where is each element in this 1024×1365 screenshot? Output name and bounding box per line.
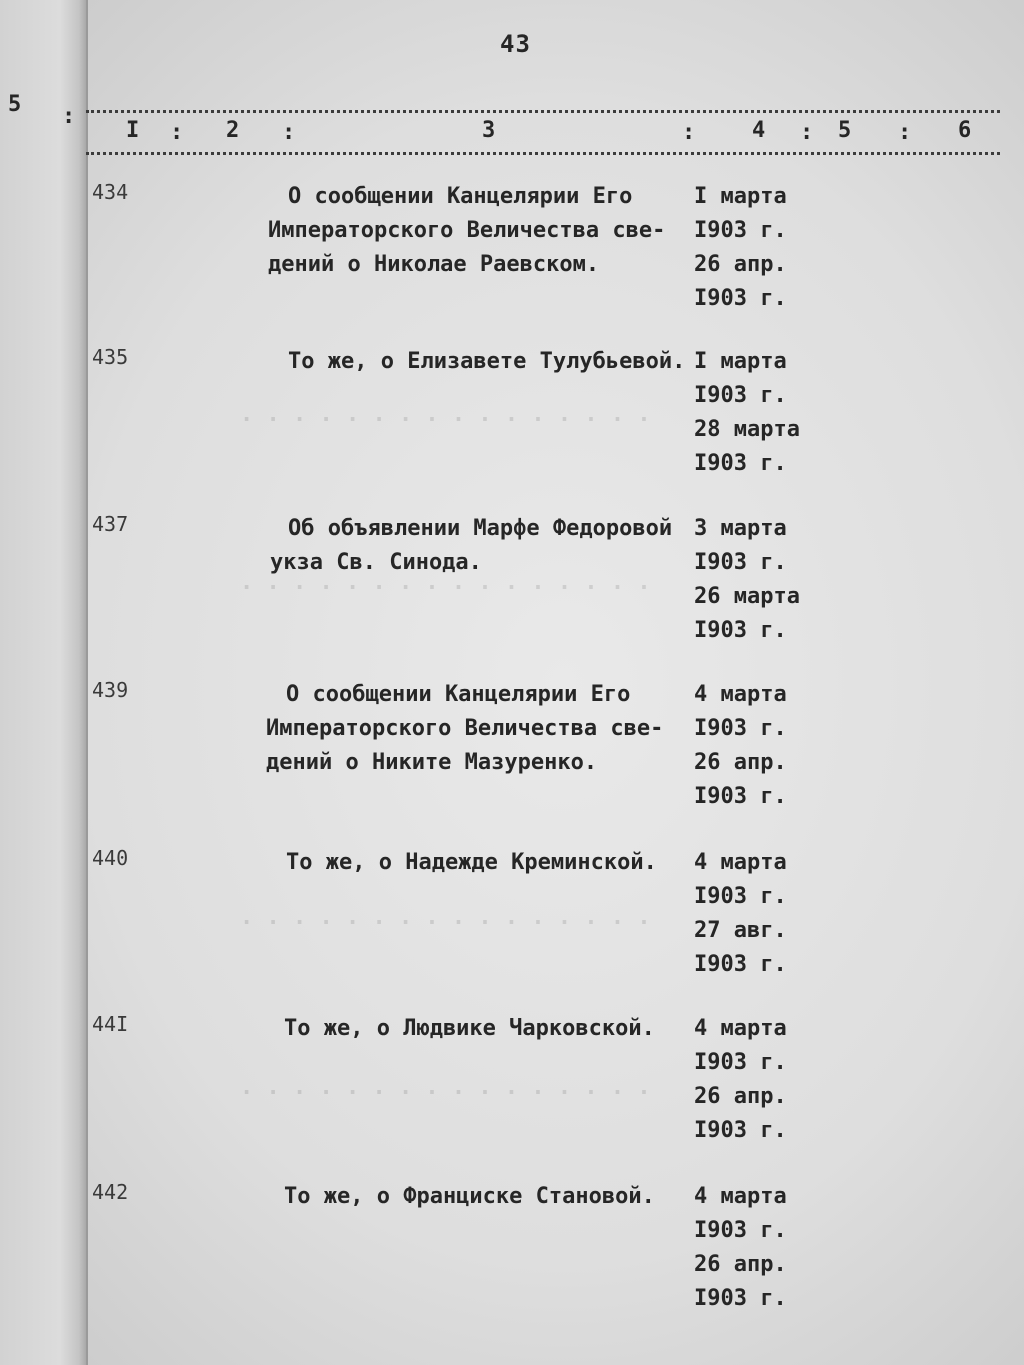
date-line: I903 г. (694, 1286, 787, 1311)
entry-description (270, 512, 690, 580)
description-line: О сообщении Канцелярии Его (288, 184, 633, 209)
entry-description (266, 678, 686, 780)
header-separator: : (682, 120, 696, 145)
header-col-5: 5 (838, 118, 852, 143)
entry-dates (694, 678, 834, 814)
header-col-4: 4 (752, 118, 766, 143)
description-line: О сообщении Канцелярии Его (286, 682, 631, 707)
date-line: 26 апр. (694, 1252, 787, 1277)
entry-description (284, 1012, 704, 1046)
description-line: То же, о Надежде Креминской. (286, 850, 657, 875)
date-line: I903 г. (694, 1118, 787, 1143)
date-line: 26 апр. (694, 1084, 787, 1109)
header-top-rule (86, 110, 1000, 113)
table-row (0, 1180, 1024, 1340)
date-line: I903 г. (694, 1050, 787, 1075)
date-line: I903 г. (694, 218, 787, 243)
date-line: 3 марта (694, 516, 787, 541)
bleed-through-text: . . . . . . . . . . . . . . . . (240, 905, 651, 930)
entry-number: 44I (92, 1012, 129, 1036)
date-line: 4 марта (694, 1016, 787, 1041)
entry-number: 434 (92, 180, 129, 204)
header-bottom-rule (86, 152, 1000, 155)
date-line: 26 апр. (694, 750, 787, 775)
date-line: I903 г. (694, 884, 787, 909)
date-line: 4 марта (694, 1184, 787, 1209)
date-line: I марта (694, 349, 787, 374)
date-line: 28 марта (694, 417, 800, 442)
entry-dates (694, 1180, 834, 1316)
table-row (0, 180, 1024, 340)
date-line: I903 г. (694, 618, 787, 643)
header-col-2: 2 (226, 118, 240, 143)
date-line: 4 марта (694, 850, 787, 875)
description-line: То же, о Елизавете Тулубьевой. (288, 349, 686, 374)
entry-description (286, 846, 706, 880)
description-line: То же, о Франциске Становой. (284, 1184, 655, 1209)
date-line: I марта (694, 184, 787, 209)
entry-dates (694, 1012, 834, 1148)
entry-number: 437 (92, 512, 129, 536)
date-line: 4 марта (694, 682, 787, 707)
margin-column-number: 5 (8, 92, 22, 117)
entry-dates (694, 846, 834, 982)
table-row (0, 345, 1024, 505)
bleed-through-text: . . . . . . . . . . . . . . . . (240, 570, 651, 595)
date-line: 26 марта (694, 584, 800, 609)
margin-column-colon: : (62, 104, 76, 129)
entry-dates (694, 345, 834, 481)
header-separator: : (282, 120, 296, 145)
header-separator: : (800, 120, 814, 145)
table-row (0, 1012, 1024, 1172)
date-line: I903 г. (694, 286, 787, 311)
description-line: дений о Никите Мазуренко. (266, 750, 598, 775)
header-col-3: 3 (482, 118, 496, 143)
table-row (0, 846, 1024, 1006)
date-line: I903 г. (694, 451, 787, 476)
description-line: дений о Николае Раевском. (268, 252, 600, 277)
date-line: I903 г. (694, 784, 787, 809)
entry-number: 442 (92, 1180, 129, 1204)
entry-description (288, 345, 708, 379)
entry-dates (694, 512, 834, 648)
date-line: I903 г. (694, 550, 787, 575)
date-line: 26 апр. (694, 252, 787, 277)
table-row (0, 678, 1024, 838)
header-col-1: I (126, 118, 140, 143)
date-line: I903 г. (694, 716, 787, 741)
entry-description (284, 1180, 704, 1214)
header-separator: : (898, 120, 912, 145)
entry-number: 440 (92, 846, 129, 870)
entry-number: 439 (92, 678, 129, 702)
description-line: Об объявлении Марфе Федоровой (288, 516, 673, 541)
header-col-6: 6 (958, 118, 972, 143)
description-line: Императорского Величества све- (268, 218, 666, 243)
bleed-through-text: . . . . . . . . . . . . . . . . (240, 1075, 651, 1100)
description-line: Императорского Величества све- (266, 716, 664, 741)
table-row (0, 512, 1024, 672)
date-line: 27 авг. (694, 918, 787, 943)
entry-number: 435 (92, 345, 129, 369)
date-line: I903 г. (694, 383, 787, 408)
entry-description (268, 180, 688, 282)
date-line: I903 г. (694, 1218, 787, 1243)
header-separator: : (170, 120, 184, 145)
description-line: укза Св. Синода. (270, 550, 482, 575)
description-line: То же, о Людвике Чарковской. (284, 1016, 655, 1041)
date-line: I903 г. (694, 952, 787, 977)
page-number: 43 (500, 30, 531, 58)
entry-dates (694, 180, 834, 316)
bleed-through-text: . . . . . . . . . . . . . . . . (240, 402, 651, 427)
